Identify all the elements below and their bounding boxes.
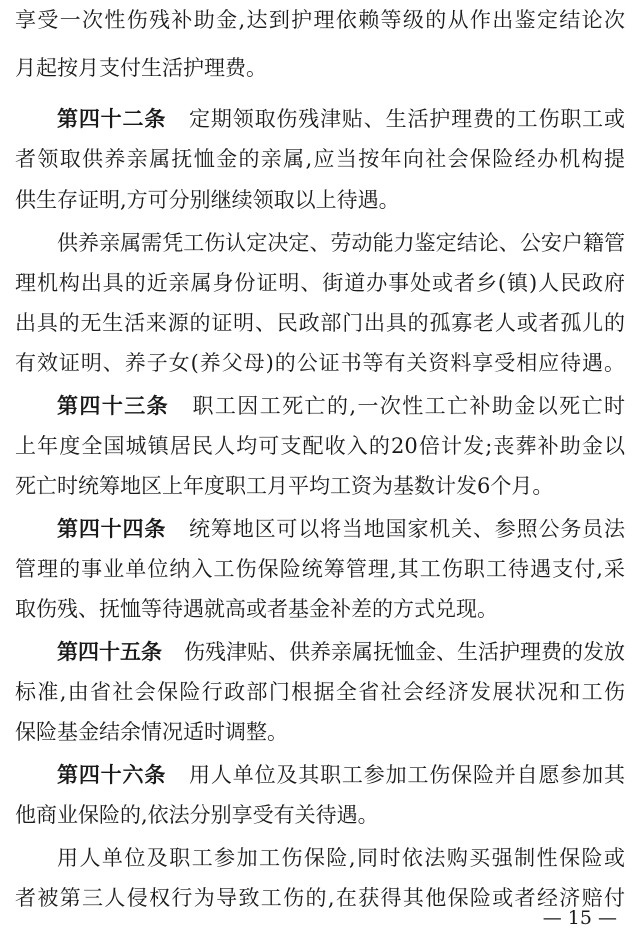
text-line: 者领取供养亲属抚恤金的亲属,应当按年向社会保险经办机构提 xyxy=(15,147,625,171)
text-line: 保险基金结余情况适时调整。 xyxy=(15,720,288,744)
article-42-first-line xyxy=(15,107,625,131)
text-line: 理机构出具的近亲属身份证明、街道办事处或者乡(镇)人民政府 xyxy=(15,271,625,295)
article-45-first-line xyxy=(15,640,625,664)
text-line: 出具的无生活来源的证明、民政部门出具的孤寡老人或者孤儿的 xyxy=(15,311,625,335)
article-43-first-line xyxy=(15,394,625,418)
article-42-heading: 第四十二条 xyxy=(57,107,167,131)
text-run: 统筹地区可以将当地国家机关、参照公务员法 xyxy=(188,517,626,541)
text-run: 用人单位及其职工参加工伤保险并自愿参加其 xyxy=(188,763,626,787)
text-line: 管理的事业单位纳入工伤保险统筹管理,其工伤职工待遇支付,采 xyxy=(15,557,625,581)
text-run: 职工因工死亡的,一次性工亡补助金以死亡时 xyxy=(191,394,625,418)
text-line: 者被第三人侵权行为导致工伤的,在获得其他保险或者经济赔付 xyxy=(15,886,625,910)
article-44-first-line xyxy=(15,517,625,541)
text-line: 供养亲属需凭工伤认定决定、劳动能力鉴定结论、公安户籍管 xyxy=(57,231,625,255)
text-run: 伤残津贴、供养亲属抚恤金、生活护理费的发放 xyxy=(184,640,625,664)
text-line: 死亡时统筹地区上年度职工月平均工资为基数计发6个月。 xyxy=(15,474,554,498)
text-line: 享受一次性伤残补助金,达到护理依赖等级的从作出鉴定结论次 xyxy=(15,8,625,32)
text-line: 取伤残、抚恤等待遇就高或者基金补差的方式兑现。 xyxy=(15,597,498,621)
article-44-heading: 第四十四条 xyxy=(57,517,167,541)
article-43-heading: 第四十三条 xyxy=(57,394,170,418)
text-line: 上年度全国城镇居民人均可支配收入的20倍计发;丧葬补助金以 xyxy=(15,434,625,458)
text-line: 月起按月支付生活护理费。 xyxy=(15,56,267,80)
article-46-first-line xyxy=(15,763,625,787)
page-number: — 15 — xyxy=(542,907,617,929)
text-line: 他商业保险的,依法分别享受有关待遇。 xyxy=(15,803,379,827)
text-line: 用人单位及职工参加工伤保险,同时依法购买强制性保险或 xyxy=(57,846,625,870)
article-46-heading: 第四十六条 xyxy=(57,763,167,787)
text-run: 定期领取伤残津贴、生活护理费的工伤职工或 xyxy=(188,107,626,131)
text-line: 有效证明、养子女(养父母)的公证书等有关资料享受相应待遇。 xyxy=(15,351,625,375)
article-45-heading: 第四十五条 xyxy=(57,640,162,664)
text-line: 标准,由省社会保险行政部门根据全省社会经济发展状况和工伤 xyxy=(15,680,625,704)
text-line: 供生存证明,方可分别继续领取以上待遇。 xyxy=(15,188,400,212)
